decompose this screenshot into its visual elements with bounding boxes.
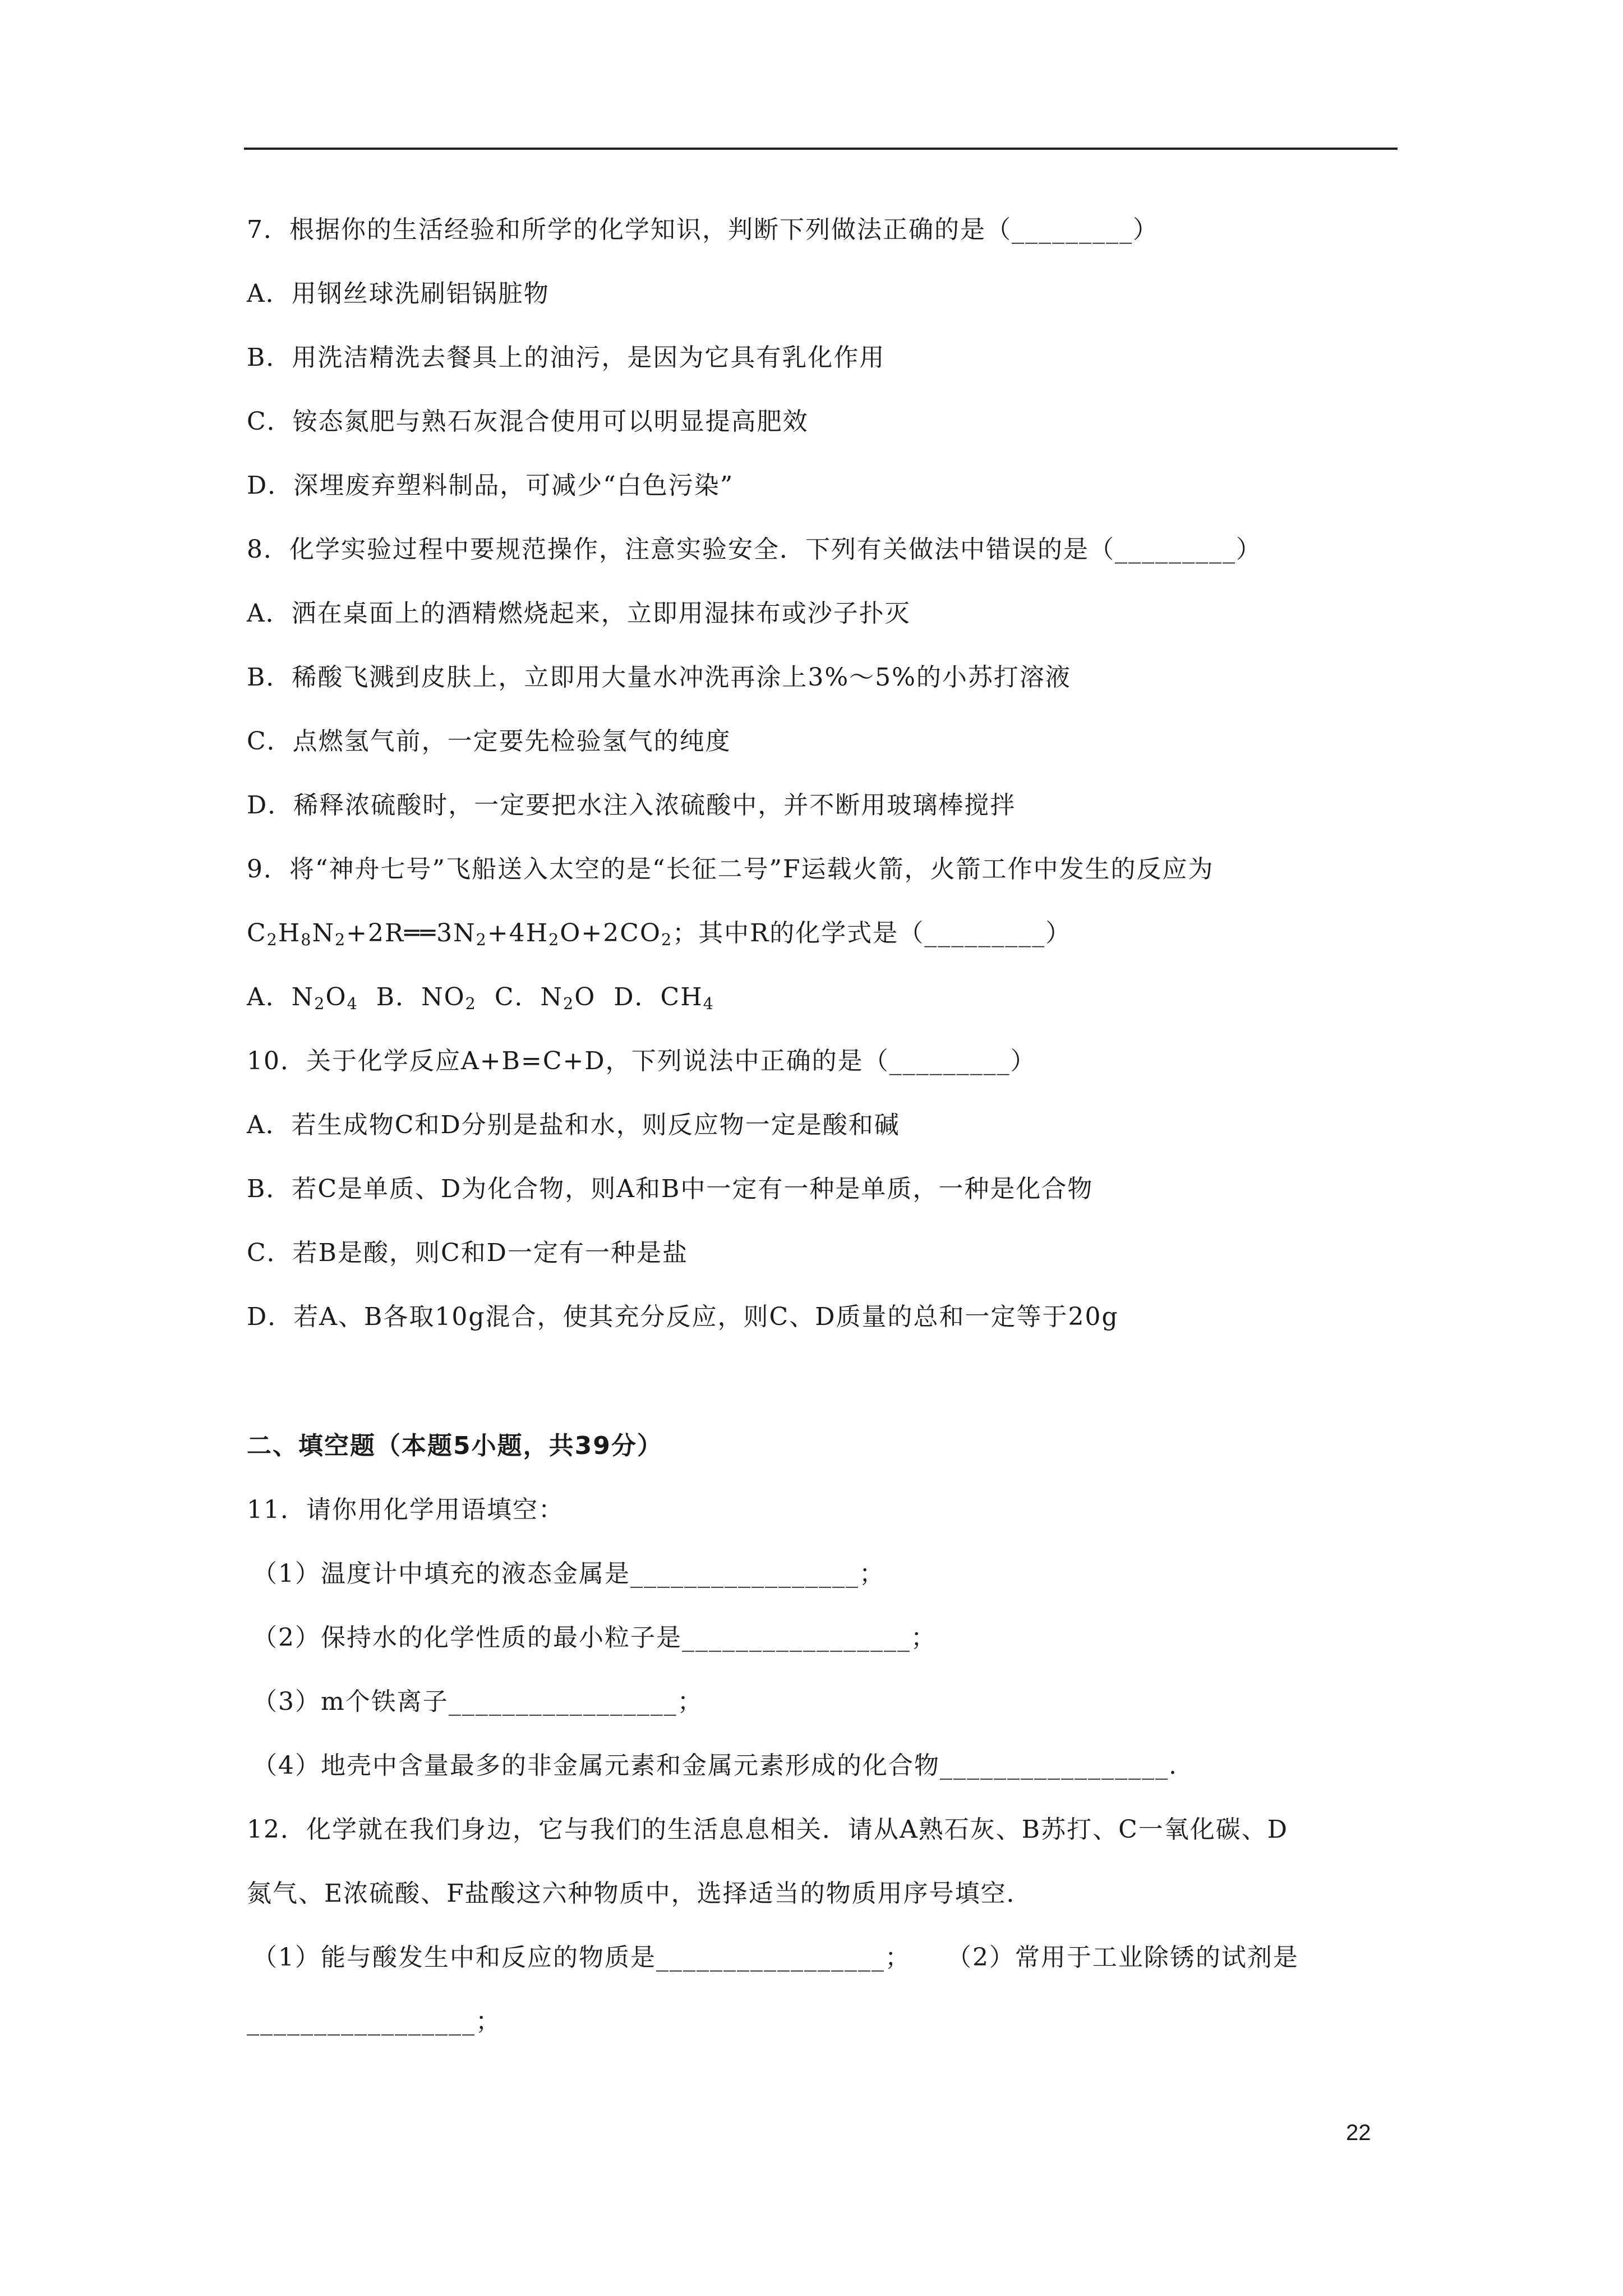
question-8-option-c: C．点燃氢气前，一定要先检验氢气的纯度 <box>247 727 731 756</box>
question-9-equation: $C_2H_8N_2+2R══3N_2+4H_2O+2CO_2$；其中R的化学式是（_________） <box>247 919 1072 950</box>
question-8-option-d: D．稀释浓硫酸时，一定要把水注入浓硫酸中，并不断用玻璃棒搅拌 <box>247 791 1016 820</box>
question-7-option-d: D．深埋废弃塑料制品，可减少“白色污染” <box>247 471 734 500</box>
question-11-part-4: （4）地壳中含量最多的非金属元素和金属元素形成的化合物_________________. <box>252 1751 1178 1780</box>
question-10-option-d: D．若A、B各取10g混合，使其充分反应，则C、D质量的总和一定等于20g <box>247 1303 1119 1331</box>
question-12-part-2-blank: _________________； <box>247 2007 501 2036</box>
question-11-part-2: （2）保持水的化学性质的最小粒子是_________________； <box>252 1623 937 1652</box>
question-7-option-a: A．用钢丝球洗刷铝锅脏物 <box>247 279 550 308</box>
question-11-part-3: （3）m个铁离子_________________； <box>252 1687 703 1716</box>
section-2-title: 二、填空题（本题5小题，共39分） <box>247 1432 663 1460</box>
question-11-part-1: （1）温度计中填充的液态金属是_________________； <box>252 1559 885 1588</box>
header-rule <box>244 148 1398 150</box>
question-7-option-c: C．铵态氮肥与熟石灰混合使用可以明显提高肥效 <box>247 407 809 436</box>
question-8-option-b: B．稀酸飞溅到皮肤上，立即用大量水冲洗再涂上3%～5%的小苏打溶液 <box>247 663 1071 692</box>
page-number: 22 <box>1346 2120 1371 2145</box>
question-12: 12．化学就在我们身边，它与我们的生活息息相关．请从A熟石灰、B苏打、C一氧化碳、D <box>247 1815 1289 1844</box>
question-12-part-1-2: （1）能与酸发生中和反应的物质是_________________； （2）常用于工业除锈的试剂是 <box>252 1943 1299 1972</box>
question-9: 9．将“神舟七号”飞船送入太空的是“长征二号”F运载火箭，火箭工作中发生的反应为 <box>247 855 1214 884</box>
question-10-option-a: A．若生成物C和D分别是盐和水，则反应物一定是酸和碱 <box>247 1111 900 1139</box>
question-9-options: A．$N_2O_4$ B．$NO_2$ C．$N_2O$ D．$CH_4$ <box>247 983 714 1014</box>
question-7: 7．根据你的生活经验和所学的化学知识，判断下列做法正确的是（_________） <box>247 215 1159 244</box>
question-10: 10．关于化学反应A+B=C+D，下列说法中正确的是（_________） <box>247 1047 1036 1075</box>
question-10-option-c: C．若B是酸，则C和D一定有一种是盐 <box>247 1239 688 1267</box>
question-11: 11．请你用化学用语填空： <box>247 1496 564 1524</box>
question-8-option-a: A．洒在桌面上的酒精燃烧起来，立即用湿抹布或沙子扑灭 <box>247 599 911 628</box>
question-10-option-b: B．若C是单质、D为化合物，则A和B中一定有一种是单质，一种是化合物 <box>247 1175 1094 1203</box>
question-7-option-b: B．用洗洁精洗去餐具上的油污，是因为它具有乳化作用 <box>247 343 886 372</box>
question-12-continued: 氮气、E浓硫酸、F盐酸这六种物质中，选择适当的物质用序号填空． <box>247 1879 1032 1908</box>
question-8: 8．化学实验过程中要规范操作，注意实验安全．下列有关做法中错误的是（_________） <box>247 535 1262 564</box>
